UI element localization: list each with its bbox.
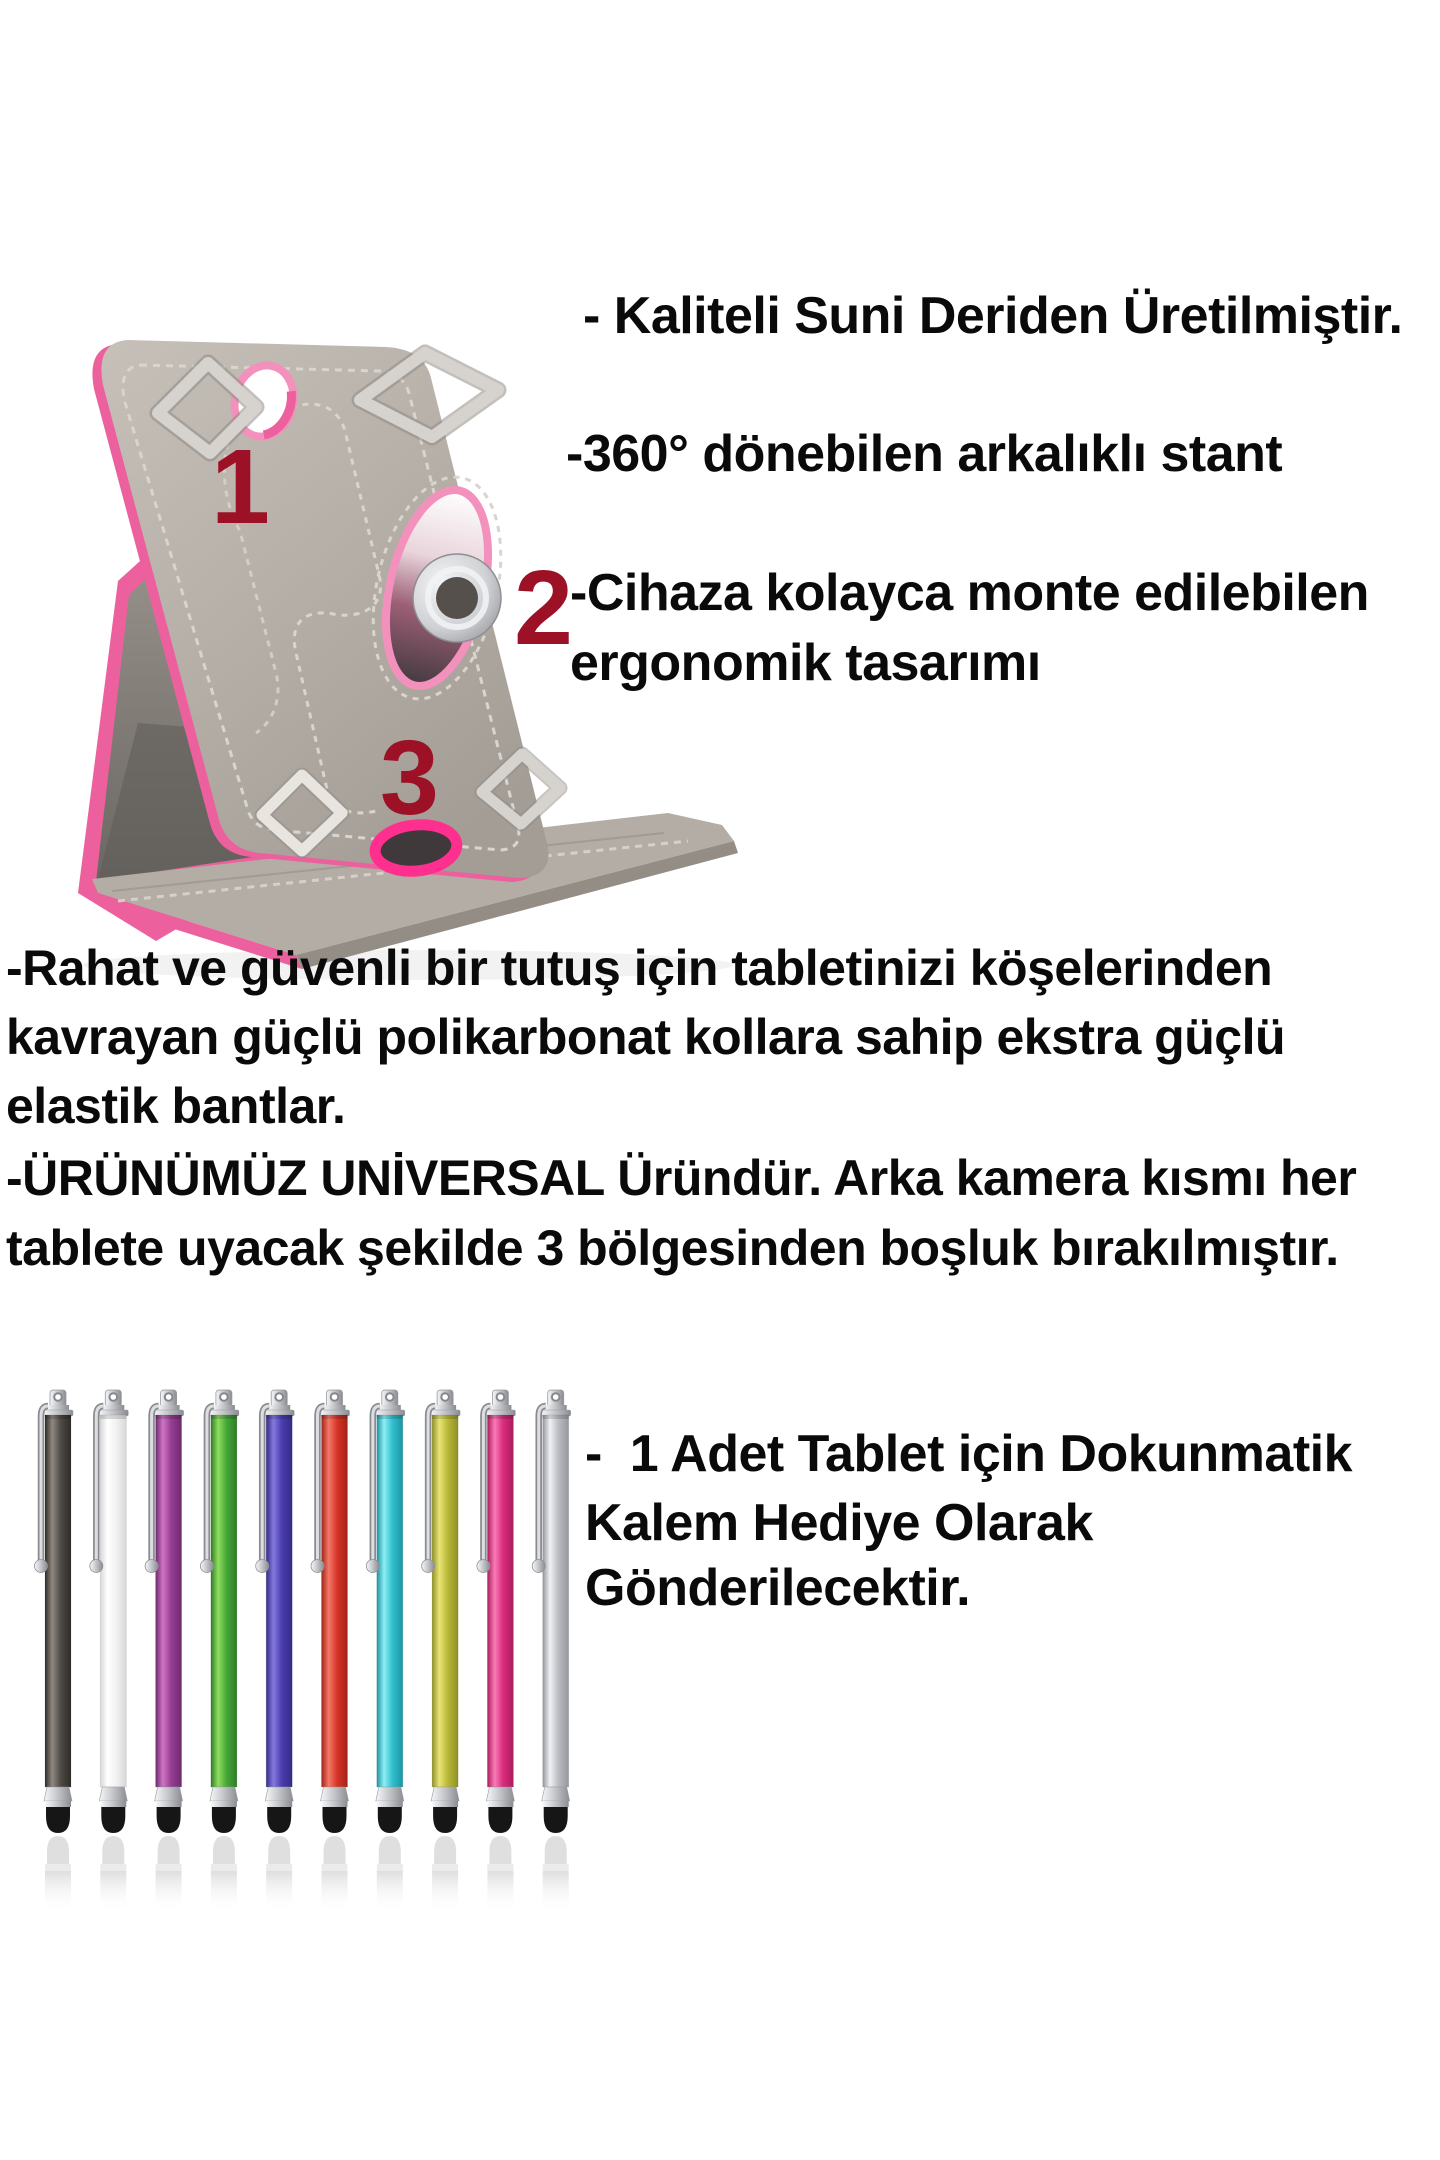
stylus-pen-yellow — [422, 1390, 461, 1913]
stylus-pen-green — [200, 1390, 239, 1913]
case-label-1: 1 — [211, 428, 270, 546]
gift-text-line3: Gönderilecektir. — [585, 1559, 971, 1617]
stylus-pen-indigo — [256, 1390, 295, 1913]
stylus-pen-pink — [477, 1390, 516, 1913]
feature-top-2: -360° dönebilen arkalıklı stant — [566, 425, 1283, 483]
gift-text-line2: Kalem Hediye Olarak — [585, 1494, 1093, 1552]
feature-top-1: - Kaliteli Suni Deriden Üretilmiştir. — [583, 287, 1403, 345]
feature-mid1-line1: -Rahat ve güvenli bir tutuş için tabletinizi köşelerinden — [6, 940, 1273, 996]
case-label-3: 3 — [380, 719, 439, 837]
feature-mid2-line2: tablete uyacak şekilde 3 bölgesinden boşluk bırakılmıştır. — [6, 1220, 1339, 1276]
feature-mid2-line1: -ÜRÜNÜMÜZ UNİVERSAL Üründür. Arka kamera kısmı her — [6, 1150, 1357, 1206]
case-label-2: 2 — [514, 549, 573, 667]
feature-top-3-line1: -Cihaza kolayca monte edilebilen — [570, 564, 1369, 622]
pens-graphic — [16, 1384, 600, 1944]
feature-top-3-line2: ergonomik tasarımı — [570, 634, 1041, 692]
stylus-pen-cyan — [366, 1390, 405, 1913]
feature-mid1-line2: kavrayan güçlü polikarbonat kollara sahip ekstra güçlü — [6, 1009, 1286, 1065]
stylus-pen-red — [311, 1390, 350, 1913]
stylus-pens-photo — [16, 1384, 600, 1944]
stylus-pen-purple — [145, 1390, 184, 1913]
stylus-pen-white — [90, 1390, 129, 1913]
stylus-pen-gunmetal — [35, 1390, 74, 1913]
stylus-pen-silver — [532, 1390, 571, 1913]
gift-text-line1: - 1 Adet Tablet için Dokunmatik — [585, 1425, 1352, 1483]
case-grommet — [413, 554, 501, 642]
feature-mid1-line3: elastik bantlar. — [6, 1078, 346, 1134]
